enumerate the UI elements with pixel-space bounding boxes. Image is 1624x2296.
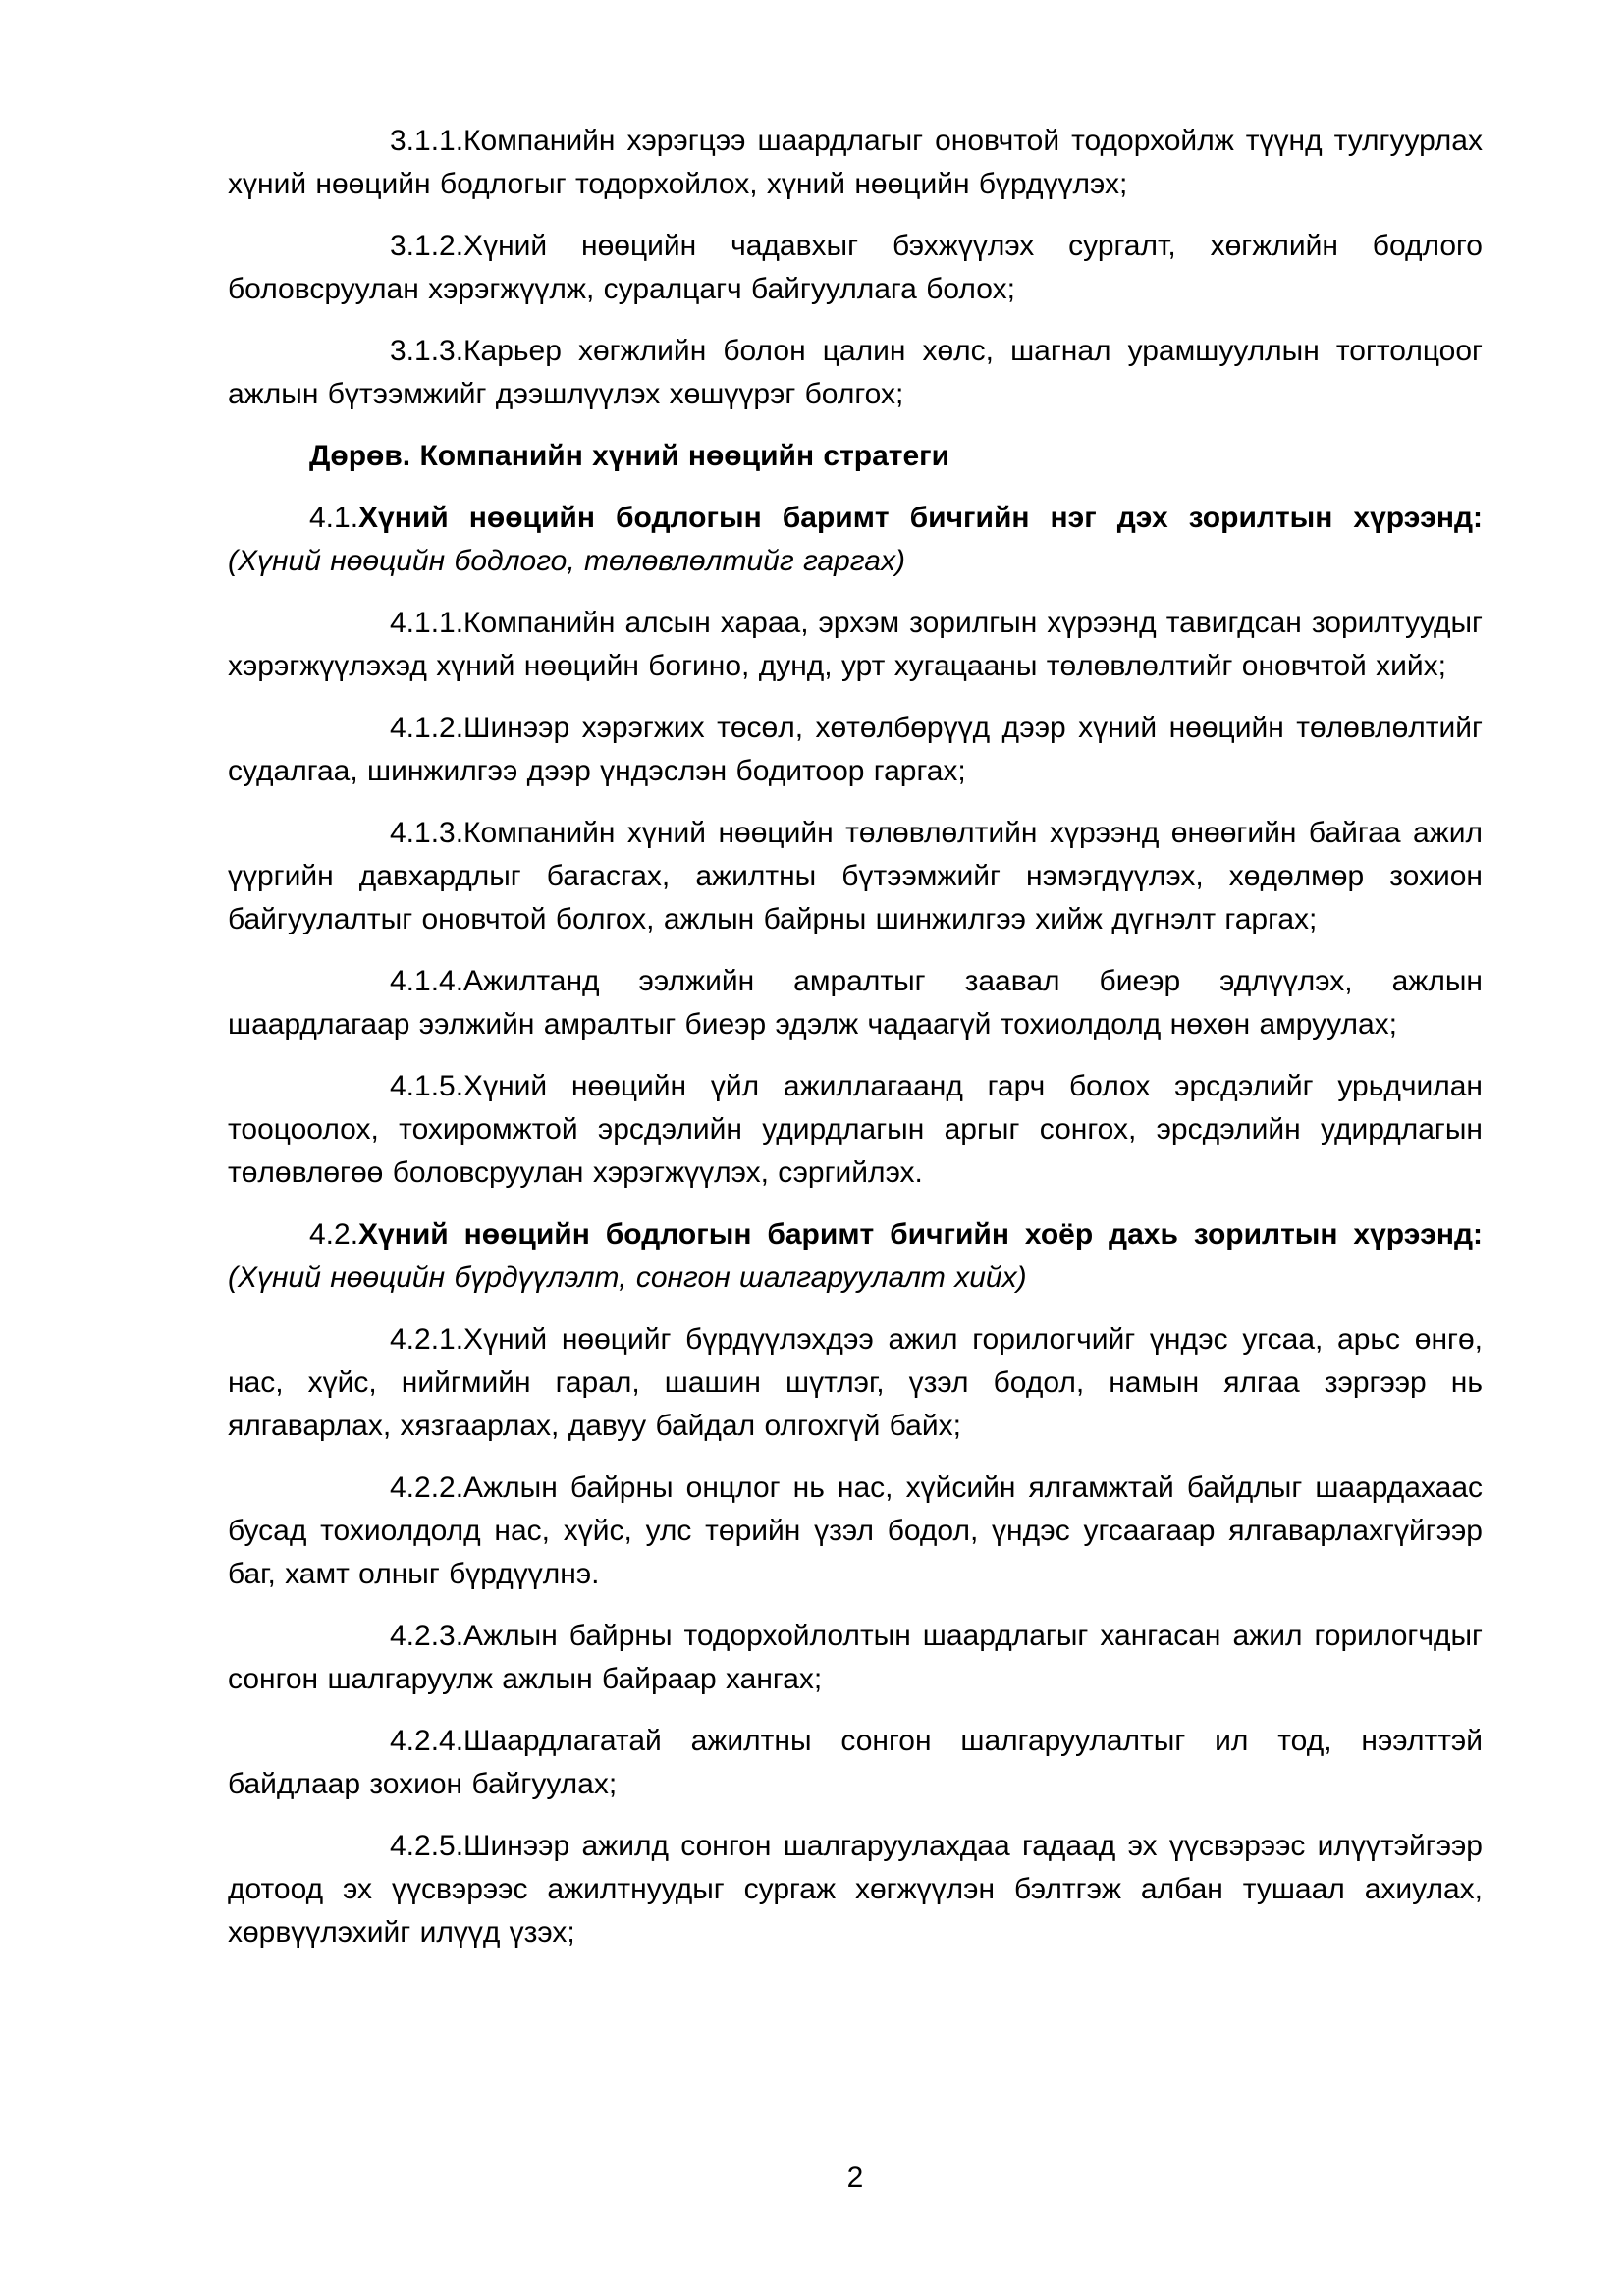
paragraph-4-2-3 <box>228 1615 1483 1701</box>
text-run: 3.1.1.Компанийн хэрэгцээ шаардлагыг оновчтой тодорхойлж түүнд тулгуурлах хүний нөөцийн бодлогыг тодорхойлох, хүний нөөцийн бүрдүүлэх; <box>228 125 1483 200</box>
paragraph-4-1 <box>228 497 1483 583</box>
text-run: 4.1.5.Хүний нөөцийн үйл ажиллагаанд гарч болох эрсдэлийг урьдчилан тооцоолох, тохиромжтой эрсдэлийн удирдлагын аргыг сонгох, эрсдэлийн удирдлагын төлөвлөгөө боловсруулан хэрэгжүүлэх, сэргийлэх. <box>228 1070 1483 1189</box>
paragraph-4-2-5 <box>228 1825 1483 1954</box>
text-run: 4.1.4.Ажилтанд ээлжийн амралтыг заавал биеэр эдлүүлэх, ажлын шаардлагаар ээлжийн амралтыг биеэр эдэлж чадаагүй тохиолдолд нөхөн амруулах; <box>228 965 1483 1041</box>
text-run: 4.1.1.Компанийн алсын хараа, эрхэм зорилгын хүрээнд тавигдсан зорилтуудыг хэрэгжүүлэхэд хүний нөөцийн богино, дунд, урт хугацааны төлөвлөлтийг оновчтой хийх; <box>228 607 1483 682</box>
paragraph-4-1-2 <box>228 707 1483 793</box>
paragraph-4-2-2 <box>228 1467 1483 1596</box>
paragraph-3-1-1 <box>228 120 1483 206</box>
section-heading <box>228 435 1483 478</box>
text-run: 3.1.2.Хүний нөөцийн чадавхыг бэхжүүлэх сургалт, хөгжлийн бодлого боловсруулан хэрэгжүүлж, суралцагч байгууллага болох; <box>228 230 1483 305</box>
text-run: 4.1.3.Компанийн хүний нөөцийн төлөвлөлтийн хүрээнд өнөөгийн байгаа ажил үүргийн давхардлыг багасгах, ажилтны бүтээмжийг нэмэгдүүлэх, хөдөлмөр зохион байгуулалтыг оновчтой болгох, ажлын байрны шинжилгээ хийж дүгнэлт гаргах; <box>228 817 1483 935</box>
paragraph-4-1-5 <box>228 1065 1483 1195</box>
text-run: 4.2.2.Ажлын байрны онцлог нь нас, хүйсийн ялгамжтай байдлыг шаардахаас бусад тохиолдолд нас, хүйс, улс төрийн үзэл бодол, үндэс угсаагаар ялгаварлахгүйгээр баг, хамт олныг бүрдүүлнэ. <box>228 1471 1483 1590</box>
paragraph-4-2-4 <box>228 1720 1483 1806</box>
text-run: 3.1.3.Карьер хөгжлийн болон цалин хөлс, шагнал урамшууллын тогтолцоог ажлын бүтээмжийг дээшлүүлэх хөшүүрэг болгох; <box>228 335 1483 410</box>
text-run: Дөрөв. Компанийн хүний нөөцийн стратеги <box>309 440 950 472</box>
text-run: (Хүний нөөцийн бодлого, төлөвлөлтийг гаргах) <box>228 545 905 577</box>
document-body <box>228 120 1483 1954</box>
text-run: 4.1.2.Шинээр хэрэгжих төсөл, хөтөлбөрүүд дээр хүний нөөцийн төлөвлөлтийг судалгаа, шинжилгээ дээр үндэслэн бодитоор гаргах; <box>228 712 1483 787</box>
paragraph-4-2-1 <box>228 1318 1483 1448</box>
paragraph-4-1-4 <box>228 960 1483 1046</box>
paragraph-4-1-3 <box>228 812 1483 941</box>
text-run: Хүний нөөцийн бодлогын баримт бичгийн хоёр дахь зорилтын хүрээнд: <box>358 1218 1483 1251</box>
text-run: (Хүний нөөцийн бүрдүүлэлт, сонгон шалгаруулалт хийх) <box>228 1261 1027 1294</box>
page-number: 2 <box>846 2162 864 2194</box>
paragraph-4-2 <box>228 1213 1483 1300</box>
text-run: 4.2.3.Ажлын байрны тодорхойлолтын шаардлагыг хангасан ажил горилогчдыг сонгон шалгаруулж ажлын байраар хангах; <box>228 1620 1483 1695</box>
text-run: Хүний нөөцийн бодлогын баримт бичгийн нэг дэх зорилтын хүрээнд: <box>358 502 1483 534</box>
text-run: 4.2. <box>309 1218 359 1251</box>
text-run: 4.2.1.Хүний нөөцийг бүрдүүлэхдээ ажил горилогчийг үндэс угсаа, арьс өнгө, нас, хүйс, нийгмийн гарал, шашин шүтлэг, үзэл бодол, намын ялгаа зэргээр нь ялгаварлах, хязгаарлах, давуу байдал олгохгүй байх; <box>228 1323 1483 1442</box>
paragraph-3-1-2 <box>228 225 1483 311</box>
paragraph-4-1-1 <box>228 602 1483 688</box>
text-run: 4.1. <box>309 502 359 534</box>
paragraph-3-1-3 <box>228 330 1483 416</box>
text-run: 4.2.5.Шинээр ажилд сонгон шалгаруулахдаа гадаад эх үүсвэрээс илүүтэйгээр дотоод эх үүсвэрээс ажилтнуудыг сургаж хөгжүүлэн бэлтгэж албан тушаал ахиулах, хөрвүүлэхийг илүүд үзэх; <box>228 1830 1483 1949</box>
text-run: 4.2.4.Шаардлагатай ажилтны сонгон шалгаруулалтыг ил тод, нээлттэй байдлаар зохион байгуулах; <box>228 1725 1483 1800</box>
